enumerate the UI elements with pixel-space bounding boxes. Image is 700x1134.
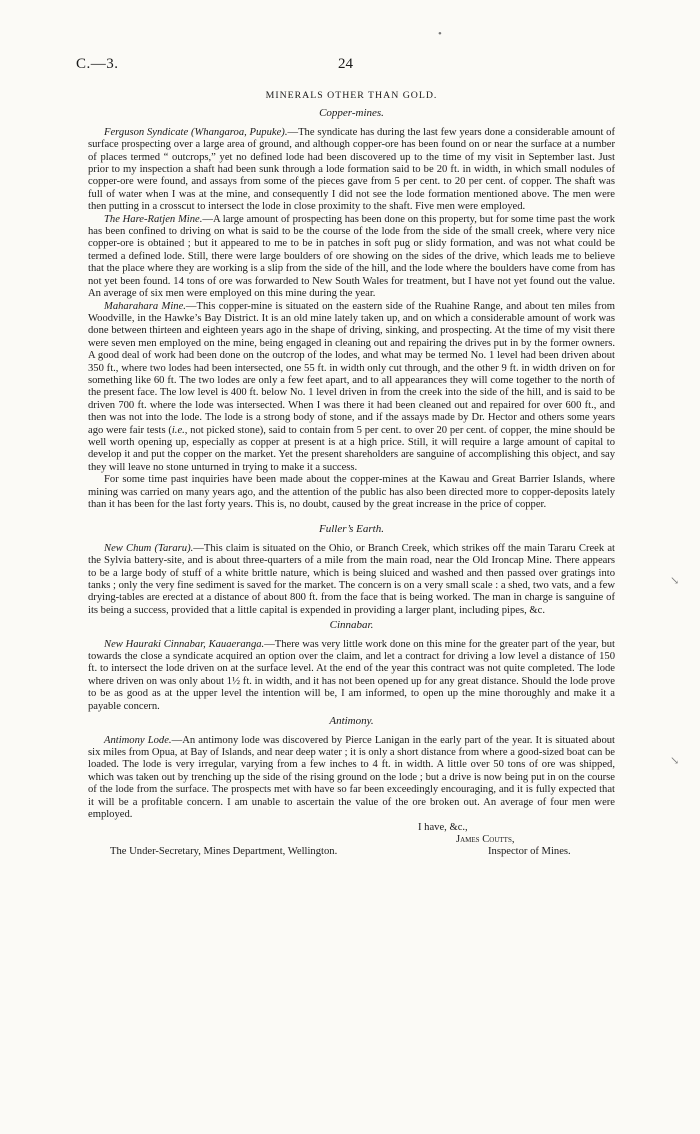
signatory-name: James Coutts, (456, 834, 515, 846)
heading-antimony: Antimony. (329, 715, 374, 728)
mine-name: New Hauraki Cinnabar, Kauaeranga. (104, 638, 265, 650)
paragraph-kawau-barrier: For some time past inquiries have been made about the copper-mines at the Kawau and Great Barrier Islands, where mining was carried on many years ago, and the attention of the public has also been directed more to copper-deposits lately than it has been for the last forty years. This is, no doubt, caused by the great increase in the price of copper. (88, 474, 615, 510)
page-number: 24 (338, 56, 353, 72)
scan-mark-dot: • (438, 28, 442, 40)
mine-name: New Chum (Tararu). (104, 542, 194, 554)
paragraph-ferguson-syndicate: Ferguson Syndicate (Whangaroa, Pupuke).—The syndicate has during the last few years done a considerable amount of surface prospecting over a large area of ground, and although copper-ore has been found on or near the surface at a number of places termed “ outcrops,” yet no defined lode had been discovered up to the time of my visit in September last. Just prior to my inspection a shaft had been sunk through a lode formation said to be 20 ft. in width, in which small nodules of copper-ore were found, and assays from some of the pieces gave from 5 per cent. to 20 per cent. of copper. The shaft was full of water when I was at the mine, and consequently I did not see the lode formation mentioned above. The men were then putting in a crosscut to intersect the lode in close proximity to the shaft. Five men were employed. (88, 126, 615, 213)
mine-name: Maharahara Mine. (104, 300, 186, 312)
scan-mark-right-1: ↘ (670, 575, 680, 587)
paragraph-hare-ratjen: The Hare-Ratjen Mine.—A large amount of prospecting has been done on this property, but for some time past the work has been confined to driving on what is said to be the course of the lode from the side of the small creek, where very nice copper-ore is obtained ; but it appeared to me to be in patches in soft pug or slidy formation, and was not what could be termed a defined lode. Still, there were large boulders of ore showing on the sides of the drive, which leads me to believe that the place where they are working is a slip from the side of the hill, and the lode where the boulders have come from has not yet been found. 14 tons of ore was forwarded to New South Wales for treatment, but I have not yet found out the value. An average of six men were employed on this mine during the year. (88, 213, 615, 300)
mine-name: Antimony Lode. (104, 734, 172, 746)
letter-closing (88, 822, 615, 868)
paragraph-new-chum: New Chum (Tararu).—This claim is situated on the Ohio, or Branch Creek, which strikes off the main Tararu Creek at the Sylvia battery-site, and is about three-quarters of a mile from the main road, near the Old Ironcap Mine. There appears to be a large body of stuff of a white brittle nature, which is being sluiced and washed and then passed over gratings into tanks ; only the very fine sediment is saved for the market. The concern is on a very small scale : a shed, two vats, and a few drying-tables are erected at a distance of about 800 ft. from the face that is being worked. The man in charge is sanguine of its being a success, provided that a little capital is expended in providing a larger plant, including pipes, &c. (88, 542, 615, 616)
paragraph-maharahara: Maharahara Mine.—This copper-mine is situated on the eastern side of the Ruahine Range, and about ten miles from Woodville, in the Hawke’s Bay District. It is an old mine lately taken up, and on which a considerable amount of work was done between thirteen and eighteen years ago in the shape of driving, sinking, and prospecting. At the time of my visit there were seven men employed on the mine, being engaged in cleaning out and repairing the drives put in by the former owners. A good deal of work had been done on the outcrop of the lodes, and what may be termed No. 1 level had been driven about 350 ft., where two lodes had been intersected, one 55 ft. in width only cut through, and the other 9 ft. in width driven on for something like 60 ft. The two lodes are only a few feet apart, and to all appearances they will come together to the north of the present face. The low level is 400 ft. below No. 1 level driven in from the creek into the side of the hill, and is said to be driven 700 ft. where the lode was intersected. When I was there it had been cleaned out and repaired for over 600 ft., and then was not into the lode. The lode is a strong body of stone, and if the assays made by Dr. Hector and others some years ago were fair tests (i.e., not picked stone), said to contain from 5 per cent. to over 20 per cent. of copper, the mine should be well worth opening up, especially as copper at present is at a high price. Still, it will require a large amount of capital to develop it and put the copper on the market. Yet the present shareholders are sanguine of accomplishing this object, and say they will leave no stone unturned in trying to make it a success. (88, 300, 615, 473)
scan-mark-right-2: ↘ (670, 755, 680, 767)
page-header (76, 56, 636, 76)
mine-name: The Hare-Ratjen Mine. (104, 213, 203, 225)
heading-fullers-earth: Fuller’s Earth. (319, 523, 384, 536)
section-title: MINERALS OTHER THAN GOLD. (265, 90, 438, 101)
signatory-title: Inspector of Mines. (488, 846, 571, 858)
heading-cinnabar: Cinnabar. (329, 619, 374, 632)
salutation: I have, &c., (418, 822, 468, 834)
body-text (88, 90, 615, 868)
mine-name: Ferguson Syndicate (Whangaroa, Pupuke). (104, 126, 288, 138)
heading-copper-mines: Copper-mines. (319, 107, 384, 120)
paragraph-new-hauraki: New Hauraki Cinnabar, Kauaeranga.—There was very little work done on this mine for the greater part of the year, but towards the close a syndicate acquired an option over the claim, and let a contract for driving a low level a distance of 150 ft. to intersect the lode driven on at the surface level. At the end of the year this contract was not quite completed. The lode where driven on was only about 1½ ft. in width, and it has not been opened up for any great distance. Should the lode prove to be as good as at the upper level the intention will be, I am informed, to open up the mine thoroughly and make it a payable concern. (88, 638, 615, 712)
addressee: The Under-Secretary, Mines Department, Wellington. (110, 846, 338, 858)
document-reference: C.—3. (76, 56, 119, 72)
paragraph-antimony-lode: Antimony Lode.—An antimony lode was discovered by Pierce Lanigan in the early part of the year. It is situated about six miles from Opua, at Bay of Islands, and near deep water ; it is only a short distance from where a good-sized boat can be loaded. The lode is very irregular, varying from a few inches to 4 ft. in width. A little over 50 tons of ore was shipped, which was taken out by trenching up the side of the rising ground on the lode ; but a drive is now being put in on the course of the lode from the surface. The prospects met with have so far been exceedingly encouraging, and it is fully expected that it will be a profitable concern. I am unable to ascertain the value of the ore broken out. An average of four men were employed. (88, 734, 615, 820)
